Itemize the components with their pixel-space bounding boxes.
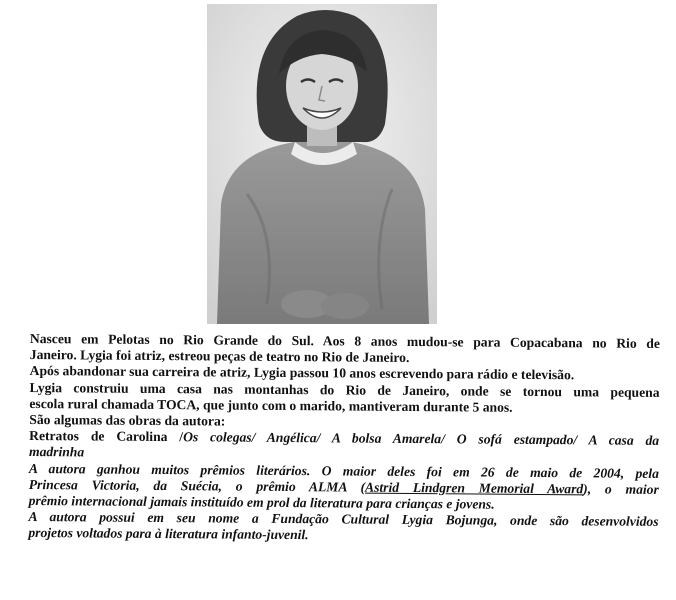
foundation-paragraph-line2: projetos voltados para à literatura infanto-juvenil. <box>28 525 309 543</box>
award-paragraph-line1: A autora ganhou muitos prêmios literários. O maior deles foi em 26 de maio de 2004, pela <box>28 460 659 481</box>
works-list-italic: Os colegas/ Angélica/ A bolsa Amarela/ O sofá estampado/ A casa da <box>183 429 660 449</box>
bio-paragraph-house-line1: Lygia construiu uma casa nas montanhas do Rio de Janeiro, onde se tornou uma pequena <box>29 379 660 400</box>
award-name-link: Astrid Lindgren Memorial Award <box>365 479 584 497</box>
biography-text <box>28 331 660 547</box>
award-paragraph-line3: prêmio internacional jamais instituído em prol da literatura para crianças e jovens. <box>28 493 495 512</box>
foundation-paragraph-line1: A autora possui em seu nome a Fundação Cultural Lygia Bojunga, onde são desenvolvidos <box>28 509 659 530</box>
bio-paragraph-birth-line2: Janeiro. Lygia foi atriz, estreou peças de teatro no Rio de Janeiro. <box>29 347 410 366</box>
bio-paragraph-radio-tv: Após abandonar sua carreira de atriz, Lygia passou 10 anos escrevendo para rádio e televisão. <box>29 363 575 383</box>
award-text-b: ), o maior <box>583 481 659 497</box>
author-portrait-photo <box>207 4 437 324</box>
works-list-line2: madrinha <box>28 444 85 460</box>
portrait-illustration <box>207 4 437 324</box>
works-list-prefix: Retratos de Carolina / <box>29 428 184 445</box>
bio-paragraph-birth-line1: Nasceu em Pelotas no Rio Grande do Sul. Aos 8 anos mudou-se para Copacabana no Rio de <box>29 331 660 351</box>
bio-paragraph-house-line2: escola rural chamada TOCA, que junto com o marido, mantiveram durante 5 anos. <box>29 395 513 415</box>
works-heading: São algumas das obras da autora: <box>29 412 226 429</box>
award-text-a: Princesa Victoria, da Suécia, o prêmio ALMA ( <box>28 476 366 495</box>
